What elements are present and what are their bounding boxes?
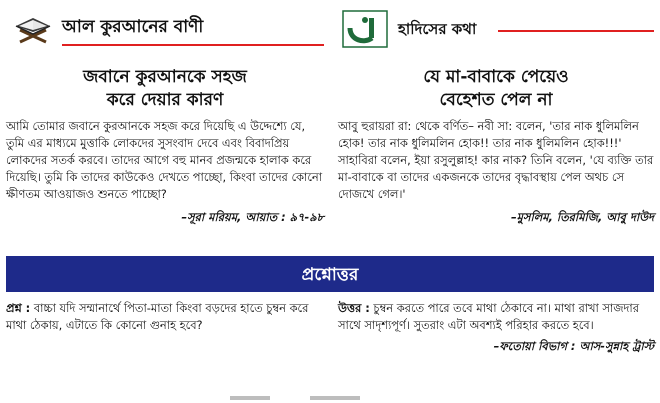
qa-banner: [6, 256, 654, 292]
quran-section-header: [6, 0, 324, 56]
bottom-rule-mark: [310, 396, 360, 400]
quran-article-title: [6, 66, 324, 112]
quran-title-line1: জবানে কুরআনকে সহজ: [83, 67, 247, 87]
question-block: [6, 300, 324, 334]
answer-text: চুম্বন করতে পারে তবে মাথা ঠেকাবে না। মাথা রাখা সাজদার সাথে সাদৃশ্যপূর্ণ। সুতরাং এটা অবশ্যই পরিহার করতে হবে।: [338, 301, 639, 332]
hadith-article-title: [338, 66, 654, 112]
question-label: প্রশ্ন :: [6, 301, 31, 315]
answer-source: –ফতোয়া বিভাগ : আস-সুন্নাহ ট্রাস্ট: [493, 339, 654, 353]
quran-divider: [62, 44, 324, 46]
answer-label: উত্তর :: [338, 301, 370, 315]
hadith-article-body: আবু হুরায়রা রা: থেকে বর্ণিত– নবী সা: বলেন, 'তার নাক ধুলিমলিন হোক! তার নাক ধুলিমলিন হোক!! তার নাক ধুলিমলিন হোক!!!' সাহাবিরা বলেন, ইয়া রসুলুল্লাহ! কার নাক? তিনি বলেন, 'যে ব্যক্তি তার মা-বাবাকে বা তাদের একজনকে তাদের বৃদ্ধাবস্থায় পেল অথচ সে দোজখে গেল।': [338, 119, 654, 201]
question-paragraph: [6, 300, 324, 334]
hadith-source: –মুসলিম, তিরমিজি, আবু দাউদ: [510, 210, 654, 224]
hadith-section-title: হাদিসের কথা: [398, 20, 477, 38]
quran-article-body: আমি তোমার জবানে কুরআনকে সহজ করে দিয়েছি এ উদ্দেশ্যে যে, তুমি এর মাধ্যমে মুত্তাকি লোকদের সুসংবাদ দেবে এবং বিবাদপ্রিয় লোকদের সতর্ক করবে। তাদের আগে বহু মানব প্রজন্মকে হালাক করে দিয়েছি। তুমি কি তাদের কাউকেও দেখতে পাচ্ছো, কিংবা তাদের কোনো ক্ষীণতম আওয়াজও শুনতে পাচ্ছো?: [6, 119, 323, 201]
hadith-title-line1: যে মা-বাবাকে পেয়েও: [423, 67, 569, 87]
quran-section-title: আল কুরআনের বাণী: [62, 17, 204, 37]
hadith-divider: [498, 30, 654, 32]
bottom-rule-mark: [230, 396, 270, 400]
question-text: বাচ্চা যদি সম্মানার্থে পিতা-মাতা কিংবা বড়দের হাতে চুম্বন করে মাথা ঠেকায়, এটাতে কি কোনো গুনাহ হবে?: [6, 301, 309, 332]
quran-section: [6, 0, 324, 228]
hadith-emblem-icon: [342, 10, 388, 48]
qa-banner-title: প্রশ্নোত্তর: [301, 265, 359, 285]
answer-paragraph: [338, 300, 654, 334]
quran-title-line2: করে দেয়ার কারণ: [106, 90, 224, 110]
answer-block: [338, 300, 654, 355]
quran-stand-icon: [12, 8, 54, 44]
quran-source: –সূরা মরিয়ম, আয়াত : ৯৭-৯৮: [181, 210, 324, 224]
hadith-title-line2: বেহেশত পেল না: [439, 90, 553, 110]
hadith-section: [338, 0, 654, 228]
hadith-section-header: [338, 0, 654, 56]
